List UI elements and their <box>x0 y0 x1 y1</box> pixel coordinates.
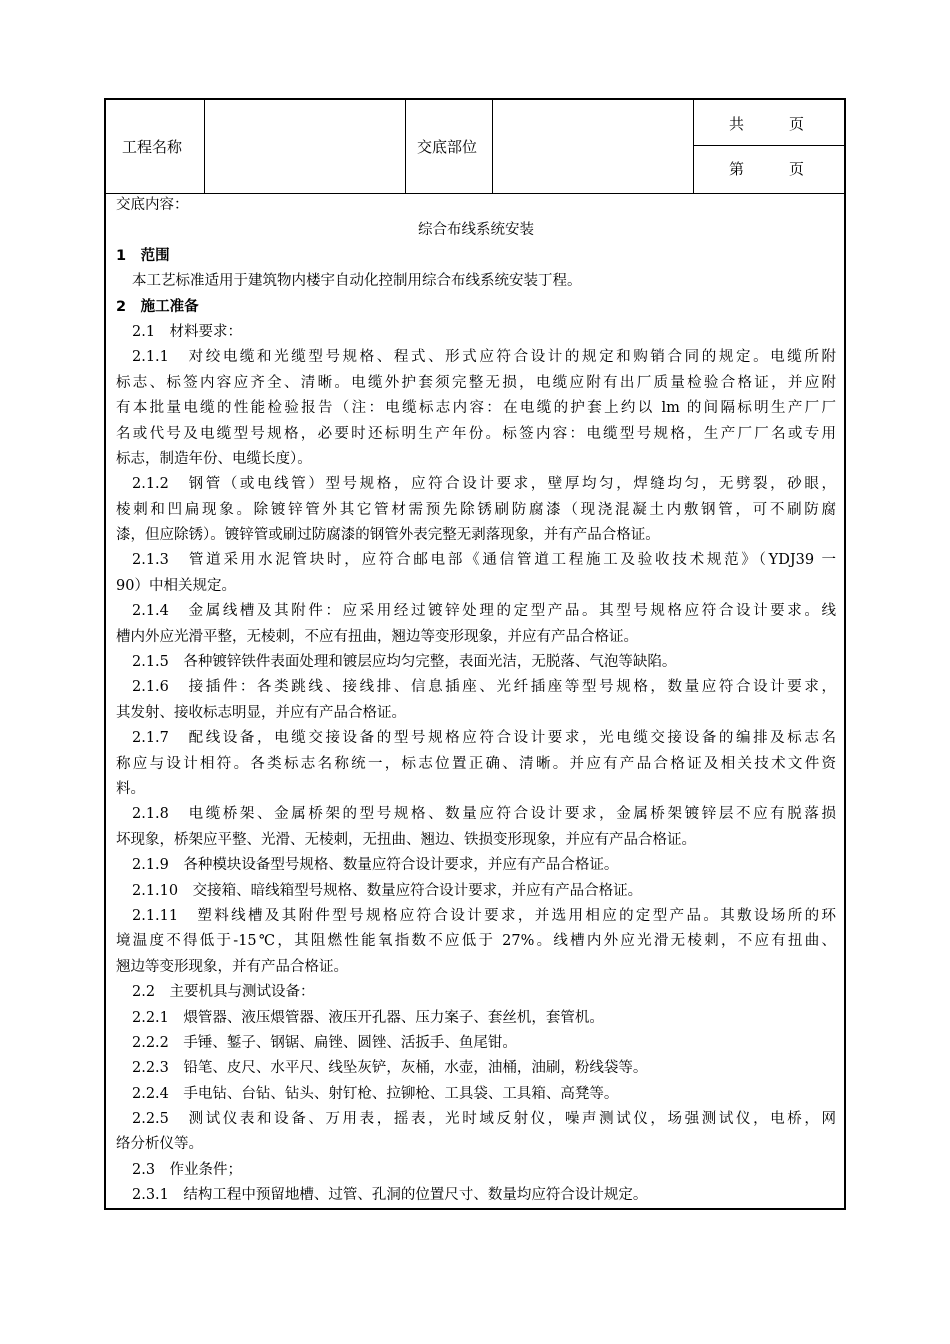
paragraph-line: 2.2.5 测试仪表和设备、万用表，摇表，光时域反射仪，噪声测试仪，场强测试仪，电桥，网 <box>132 1111 836 1128</box>
paragraph-line: 翘边等变形现象，并有产品合格证。 <box>116 958 348 975</box>
paragraph-line: 槽内外应光滑平整，无棱刺，不应有扭曲，翘边等变形现象，并应有产品合格证。 <box>116 628 638 645</box>
document-title: 综合布线系统安装 <box>418 222 534 239</box>
divider <box>492 100 493 193</box>
paragraph-line: 络分析仪等。 <box>116 1136 203 1153</box>
disclosure-content <box>116 193 836 1209</box>
paragraph-line: 本工艺标准适用于建筑物内楼宇自动化控制用综合布线系统安装丁程。 <box>132 273 582 290</box>
paragraph-line: 棱刺和凹扁现象。除镀锌管外其它管材需预先除锈刷防腐漆（现浇混凝土内敷钢管，可不刷防腐 <box>116 501 836 518</box>
paragraph-line: 2.1.9 各种模块设备型号规格、数量应符合设计要求，并应有产品合格证。 <box>132 857 619 874</box>
paragraph-line: 标志，制造年份、电缆长度）。 <box>116 450 312 467</box>
paragraph-line: 其发射、接收标志明显，并应有产品合格证。 <box>116 704 406 721</box>
paragraph-line: 2.1.8 电缆桥架、金属桥架的型号规格、数量应符合设计要求，金属桥架镀锌层不应有脱落损 <box>132 806 836 823</box>
project-name-label: 工程名称 <box>122 138 183 156</box>
page-number: 第 页 <box>729 160 805 178</box>
paragraph-line: 漆，但应除锈）。镀锌管或刷过防腐漆的钢管外表完整无剥落现象，并有产品合格证。 <box>116 527 660 544</box>
divider <box>204 100 205 193</box>
divider <box>693 100 694 193</box>
content-label: 交底内容： <box>116 197 189 213</box>
paragraph-line: 称应与设计相符。各类标志名称统一，标志位置正确、清晰。并应有产品合格证及相关技术文件资 <box>116 755 836 772</box>
paragraph-line: 2.2.4 手电钻、台钻、钻头、射钉枪、拉铆枪、工具袋、工具箱、高凳等。 <box>132 1085 619 1102</box>
paragraph-line: 2.1.6 接插件：各类跳线、接线排、信息插座、光纤插座等型号规格，数量应符合设计要求， <box>132 679 836 696</box>
paragraph-line: 2.1.2 钢管（或电线管）型号规格，应符合设计要求，壁厚均匀，焊缝均匀，无劈裂，砂眼， <box>132 476 836 493</box>
section-heading: 1 范围 <box>116 247 170 264</box>
paragraph-line: 2.1.5 各种镀锌铁件表面处理和镀层应均匀完整，表面光洁，无脱落、气泡等缺陷。 <box>132 654 677 671</box>
paragraph-line: 料。 <box>116 780 145 797</box>
paragraph-line: 2.1.11 塑料线槽及其附件型号规格应符合设计要求，并选用相应的定型产品。其敷设场所的环 <box>132 907 836 924</box>
paragraph-line: 境温度不得低于-15℃，其阻燃性能氧指数不应低于 27%。线槽内外应光滑无棱刺，不应有扭曲、 <box>116 933 836 950</box>
paragraph-line: 2.1.4 金属线槽及其附件：应采用经过镀锌处理的定型产品。其型号规格应符合设计要求。线 <box>132 603 836 620</box>
paragraph-line: 名或代号及电缆型号规格，必要时还标明生产年份。标签内容：电缆型号规格，生产厂厂名或专用 <box>116 425 836 442</box>
subsection-heading: 2.3 作业条件； <box>132 1161 243 1178</box>
paragraph-line: 2.2.2 手锤、錾子、钢锯、扁锉、圆锉、活扳手、鱼尾钳。 <box>132 1034 517 1051</box>
paragraph-line: 坏现象，桥架应平整、光滑、无棱刺，无扭曲、翘边、铁损变形现象，并应有产品合格证。 <box>116 831 696 848</box>
divider <box>405 100 406 193</box>
paragraph-line: 2.3.1 结构工程中预留地槽、过管、孔洞的位置尺寸、数量均应符合设计规定。 <box>132 1187 648 1204</box>
subsection-heading: 2.1 材料要求： <box>132 323 243 340</box>
total-pages: 共 页 <box>729 115 805 133</box>
paragraph-line: 2.1.10 交接箱、暗线箱型号规格、数量应符合设计要求，并应有产品合格证。 <box>132 882 643 899</box>
paragraph-line: 标志、标签内容应齐全、清晰。电缆外护套须完整无损，电缆应附有出厂质量检验合格证，并应附 <box>116 374 836 391</box>
subsection-heading: 2.2 主要机具与测试设备： <box>132 984 315 1001</box>
paragraph-line: 2.1.1 对绞电缆和光缆型号规格、程式、形式应符合设计的规定和购销合同的规定。电缆所附 <box>132 349 836 366</box>
disclosure-form <box>104 98 846 1210</box>
paragraph-line: 2.2.3 铅笔、皮尺、水平尺、线坠灰铲，灰桶，水壶，油桶，油刷，粉线袋等。 <box>132 1060 648 1077</box>
paragraph-line: 90）中相关规定。 <box>116 577 236 594</box>
paragraph-line: 有本批量电缆的性能检验报告（注：电缆标志内容：在电缆的护套上约以 lm 的间隔标明生产厂厂 <box>116 400 836 417</box>
header-table <box>106 100 844 194</box>
paragraph-line: 2.1.3 管道采用水泥管块时，应符合邮电部《通信管道工程施工及验收技术规范》（YDJ39 一 <box>132 552 836 569</box>
paragraph-line: 2.1.7 配线设备，电缆交接设备的型号规格应符合设计要求，光电缆交接设备的编排及标志名 <box>132 730 836 747</box>
section-heading: 2 施工准备 <box>116 298 199 315</box>
part-label: 交底部位 <box>417 138 478 156</box>
paragraph-line: 2.2.1 煨管器、液压煨管器、液压开孔器、压力案子、套丝机，套管机。 <box>132 1009 604 1026</box>
divider <box>693 145 844 146</box>
